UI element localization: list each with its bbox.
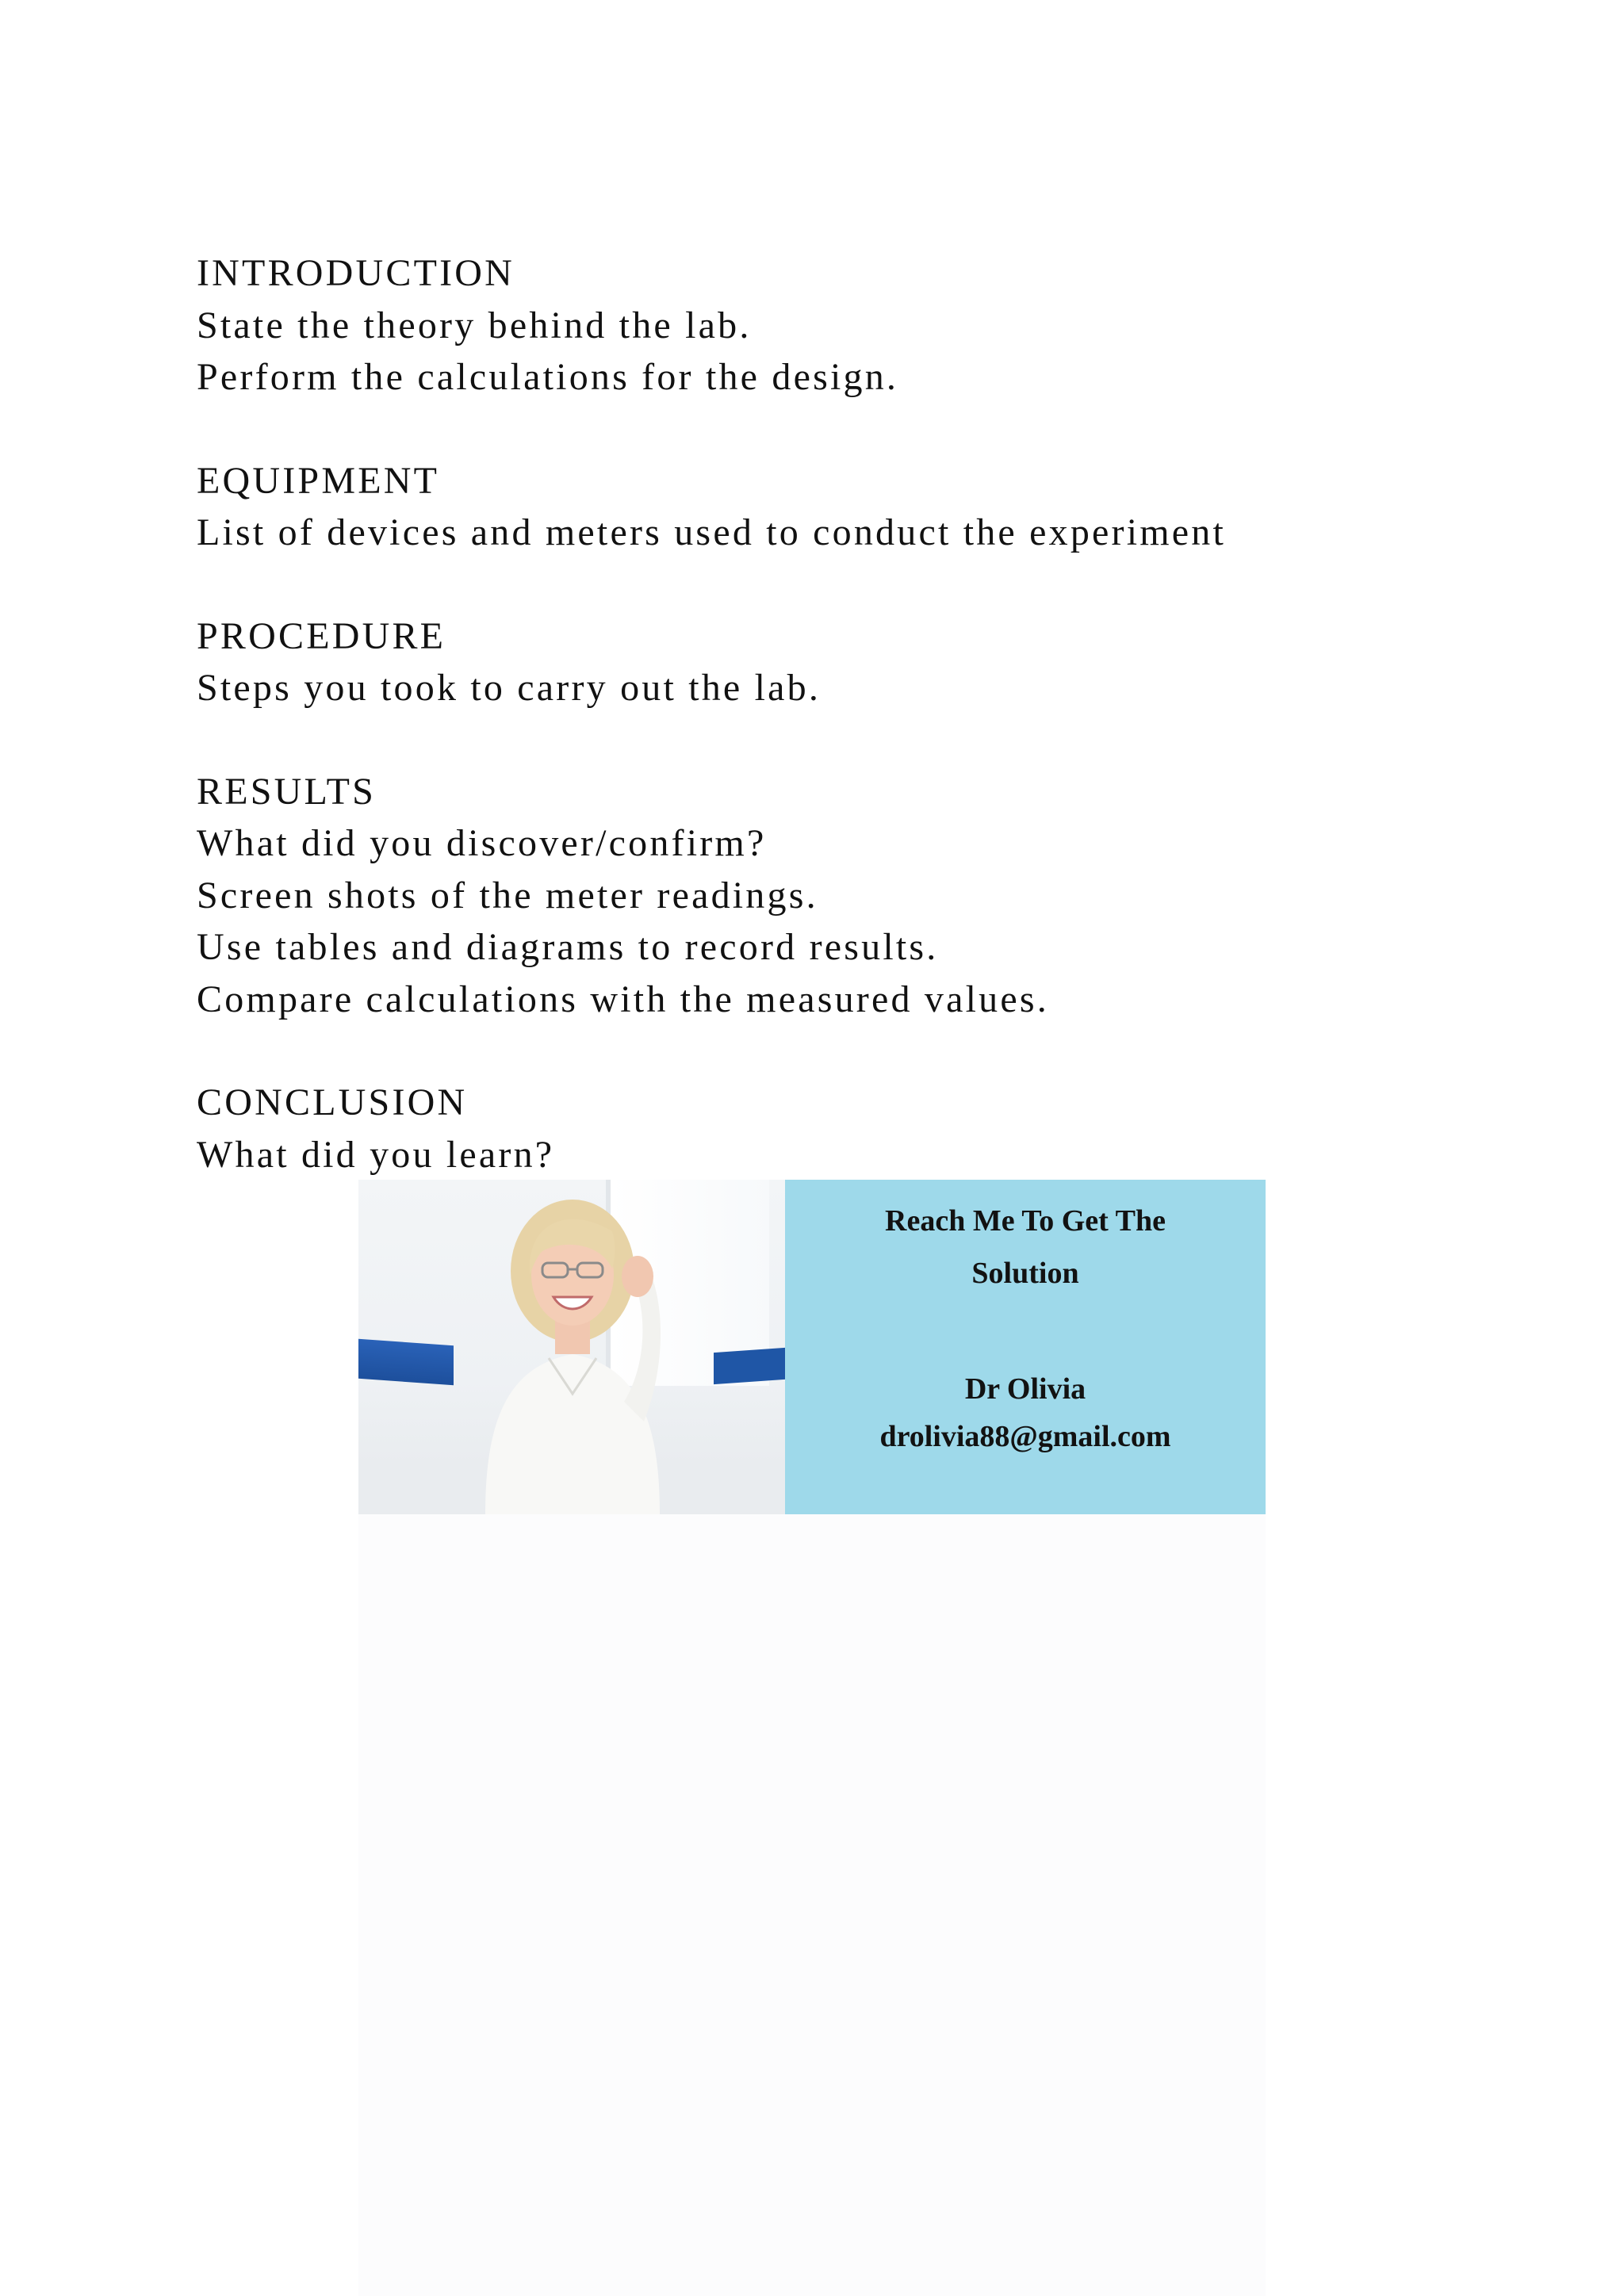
- blue-chair: [358, 1339, 454, 1385]
- blue-chair: [714, 1348, 785, 1384]
- section-heading: CONCLUSION: [197, 1081, 468, 1123]
- contact-email: drolivia88@gmail.com: [879, 1420, 1171, 1453]
- section-heading: PROCEDURE: [197, 614, 446, 657]
- section-line: Steps you took to carry out the lab.: [197, 667, 822, 709]
- section-line: Perform the calculations for the design.: [197, 356, 899, 398]
- document-body: [197, 247, 1465, 1181]
- blank-image-area: [358, 1514, 1266, 2296]
- section-line: List of devices and meters used to conduct the experiment: [197, 511, 1227, 553]
- section-heading: INTRODUCTION: [197, 252, 515, 294]
- woman-photo: [358, 1180, 785, 1514]
- section-line: What did you learn?: [197, 1133, 555, 1176]
- section-line: Screen shots of the meter readings.: [197, 874, 818, 916]
- section-equipment: [197, 455, 1465, 559]
- contact-ad-banner: [358, 1180, 1266, 1514]
- smiling-woman-illustration: [454, 1196, 691, 1514]
- section-procedure: [197, 610, 1465, 714]
- contact-name: Dr Olivia: [964, 1372, 1086, 1406]
- contact-info-panel: [785, 1180, 1266, 1514]
- ad-headline: Solution: [971, 1257, 1079, 1290]
- section-line: What did you discover/confirm?: [197, 822, 767, 864]
- section-heading: RESULTS: [197, 770, 377, 813]
- section-line: Compare calculations with the measured values.: [197, 978, 1049, 1020]
- section-introduction: [197, 247, 1465, 404]
- section-line: State the theory behind the lab.: [197, 304, 752, 346]
- section-conclusion: [197, 1077, 1465, 1181]
- section-line: Use tables and diagrams to record results.: [197, 926, 939, 968]
- ad-headline: Reach Me To Get The: [885, 1204, 1166, 1238]
- section-heading: EQUIPMENT: [197, 459, 440, 502]
- section-results: [197, 766, 1465, 1026]
